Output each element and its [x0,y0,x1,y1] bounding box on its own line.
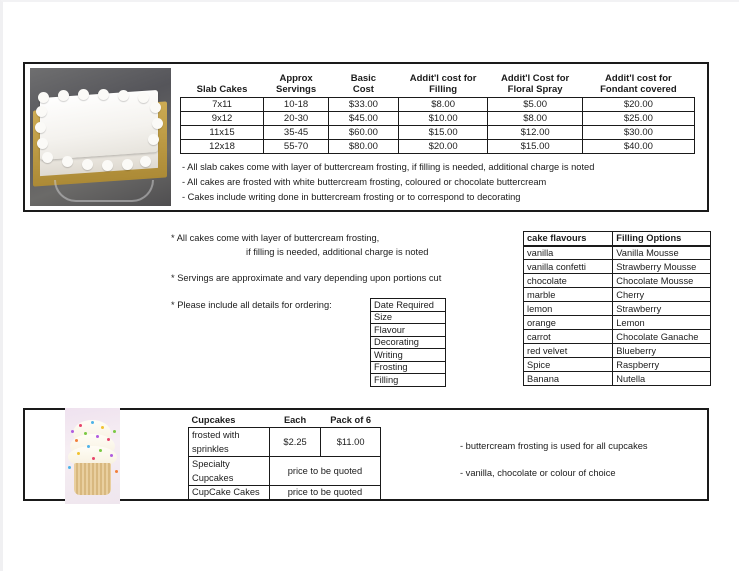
detail-size: Size [371,311,446,324]
detail-decorating: Decorating [371,336,446,349]
white-slab-cake-photo [30,68,171,206]
frosting-scallop [150,102,161,113]
cell-flavour: marble [524,288,613,302]
flavours-and-fillings-table [523,231,711,386]
cupcake-note-flavours: - vanilla, chocolate or colour of choice [460,468,616,478]
sprinkle-cupcakes-photo [65,408,120,504]
cell-floral: $15.00 [488,139,582,153]
slab-cakes-notes [182,160,702,205]
cell-cost: $45.00 [329,111,399,125]
slab-note: - All slab cakes come with layer of buttercream frosting, if filling is needed, additional charge is noted [182,162,595,172]
column-header-floral-spray: Addit'l Cost for Floral Spray [501,72,570,95]
sprinkle [75,439,78,442]
table-row [181,139,695,153]
cupcakes-price-table [188,413,381,500]
cell-flavour: Spice [524,358,613,372]
column-header-each: Each [283,414,307,425]
sprinkle [91,421,94,424]
sprinkle [101,426,104,429]
cell-filling: Cherry [613,288,711,302]
cell-filling: Raspberry [613,358,711,372]
table-row [181,125,695,139]
cell-floral: $12.00 [488,125,582,139]
cell-filling: Chocolate Ganache [613,330,711,344]
list-item [371,311,446,324]
cell-flavour: vanilla confetti [524,260,613,274]
cell-filling: $20.00 [398,139,488,153]
table-row [189,485,381,499]
table-row [524,288,711,302]
table-row [524,330,711,344]
column-header-cupcakes: Cupcakes [191,414,236,425]
table-header-row [189,413,381,427]
cell-floral: $8.00 [488,111,582,125]
column-header-servings: Approx Servings [276,72,317,95]
table-row [524,316,711,330]
frosting-scallop [152,118,163,129]
slab-table-body [181,97,695,153]
cell-price-quote: price to be quoted [269,485,380,499]
sprinkle [71,430,74,433]
cell-flavour: lemon [524,302,613,316]
table-row [524,372,711,386]
cell-price-quote: price to be quoted [269,456,380,485]
cell-cupcake-name: Specialty Cupcakes [189,456,270,485]
sprinkle [99,449,102,452]
table-row [524,344,711,358]
table-row [181,111,695,125]
slab-table-header [181,67,695,97]
list-item [371,336,446,349]
cell-filling: Vanilla Mousse [613,246,711,260]
column-header-cake-flavours: cake flavours [524,232,613,246]
cell-price-pack: $11.00 [321,427,381,456]
list-item [371,374,446,387]
cell-floral: $5.00 [488,97,582,111]
ordering-note-filling: if filling is needed, additional charge is noted [246,247,429,257]
frosting-scallop [82,159,93,170]
sprinkle [79,424,82,427]
column-header-fondant: Addit'l cost for Fondant covered [600,72,677,95]
column-header-size: Slab Cakes [196,84,248,95]
sprinkle [113,430,116,433]
sprinkle [77,452,80,455]
slab-cakes-panel [23,62,709,212]
sprinkle [87,445,90,448]
cell-filling: Nutella [613,372,711,386]
ordering-note-frosting: * All cakes come with layer of buttercream frosting, [171,233,380,243]
frosting-scallop [62,156,73,167]
list-item [371,349,446,362]
cell-cost: $33.00 [329,97,399,111]
cupcakes-panel [23,408,709,501]
cell-flavour: carrot [524,330,613,344]
table-row [524,274,711,288]
detail-filling: Filling [371,374,446,387]
cell-serving: 10-18 [264,97,329,111]
frosting-scallop [122,159,133,170]
table-header-row [524,232,711,246]
sprinkle [84,432,87,435]
cell-filling: Blueberry [613,344,711,358]
detail-frosting: Frosting [371,361,446,374]
cell-cupcake-name: frosted with sprinkles [189,427,270,456]
cell-size: 11x15 [181,125,264,139]
table-row [189,456,381,485]
frosting-scallop [140,156,151,167]
cell-serving: 35-45 [264,125,329,139]
cell-filling: Strawberry Mousse [613,260,711,274]
cell-price-each: $2.25 [269,427,320,456]
frosting-scallop [78,89,89,100]
frosting-scallop [138,92,149,103]
column-header-pack-of-6: Pack of 6 [330,414,372,425]
frosting-scallop [37,138,48,149]
frosting-scallop [98,89,109,100]
cell-flavour: vanilla [524,246,613,260]
table-header-row [181,67,695,97]
cell-filling: Chocolate Mousse [613,274,711,288]
cell-cost: $80.00 [329,139,399,153]
cell-size: 7x11 [181,97,264,111]
frosting-scallop [58,90,69,101]
ordering-note-details: * Please include all details for ordering: [171,300,332,310]
table-row [181,97,695,111]
frosting-scallop [36,106,47,117]
cupcake-liner [74,463,111,495]
cell-flavour: red velvet [524,344,613,358]
cell-cost: $60.00 [329,125,399,139]
column-header-filling: Addit'l cost for Filling [409,72,477,95]
cell-serving: 20-30 [264,111,329,125]
cell-cupcake-name: CupCake Cakes [189,485,270,499]
frosting-scallop [38,92,49,103]
cell-filling: Strawberry [613,302,711,316]
cell-filling: $15.00 [398,125,488,139]
cell-filling: Lemon [613,316,711,330]
sprinkle [96,435,99,438]
frosting-scallop [118,90,129,101]
cell-size: 9x12 [181,111,264,125]
cell-flavour: orange [524,316,613,330]
detail-date-required: Date Required [371,299,446,312]
slab-note: - Cakes include writing done in buttercream frosting or to correspond to decorating [182,192,521,202]
cell-fondant: $20.00 [582,97,694,111]
cupcake-note-frosting: - buttercream frosting is used for all cupcakes [460,441,648,451]
cell-fondant: $25.00 [582,111,694,125]
frosting-scallop [148,134,159,145]
slab-note: - All cakes are frosted with white buttercream frosting, coloured or chocolate buttercream [182,177,547,187]
cell-serving: 55-70 [264,139,329,153]
cell-filling: $8.00 [398,97,488,111]
detail-flavour: Flavour [371,324,446,337]
sprinkle [110,454,113,457]
frosting-scallop [102,160,113,171]
table-row [524,260,711,274]
cell-fondant: $30.00 [582,125,694,139]
column-header-filling-options: Filling Options [613,232,711,246]
sprinkle [68,466,71,469]
slab-cakes-table [180,67,695,154]
sprinkle [107,438,110,441]
cell-filling: $10.00 [398,111,488,125]
list-item [371,299,446,312]
cell-flavour: chocolate [524,274,613,288]
ordering-note-servings: * Servings are approximate and vary depending upon portions cut [171,273,442,283]
table-row [189,427,381,456]
list-item [371,361,446,374]
cell-fondant: $40.00 [582,139,694,153]
cake-plate [54,180,154,202]
list-item [371,324,446,337]
cell-flavour: Banana [524,372,613,386]
table-row [524,302,711,316]
cell-size: 12x18 [181,139,264,153]
column-header-basic-cost: Basic Cost [350,72,377,95]
table-row [524,358,711,372]
detail-writing: Writing [371,349,446,362]
frosting-scallop [42,152,53,163]
sprinkle [115,470,118,473]
order-details-checklist [370,298,446,387]
sprinkle [92,457,95,460]
frosting-scallop [35,122,46,133]
table-row [524,246,711,260]
